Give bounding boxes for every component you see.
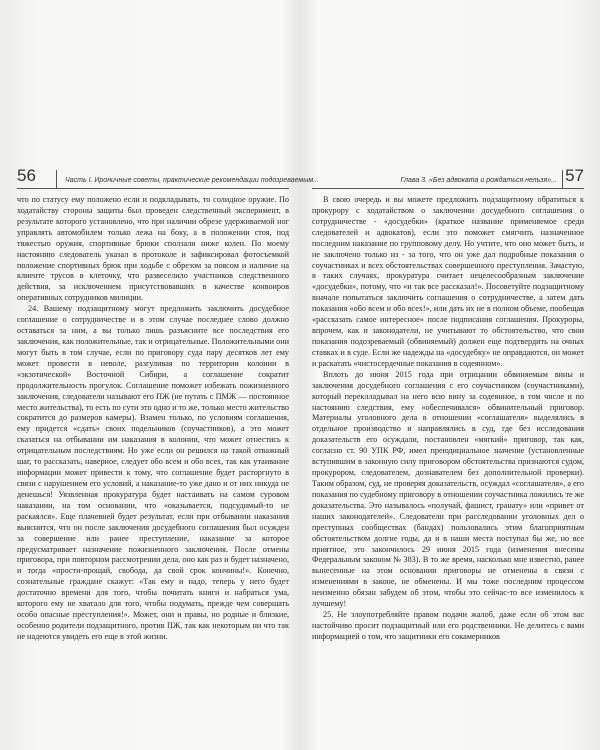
paragraph: В свою очередь и вы можете предложить подзащитному обратиться к прокурору с ходатайством о заключении досудебного соглашения о сотрудничестве - «досудебки» (краткое название применяемое среди следователей и адвокатов), если это поможет смягчить назначенное последним наказание по групповому делу. Но учтите, что оно может быть, и не заключено только из - за того, что он уже дал подробные показания о соучастниках и всех обстоятельствах совершенного преступления. Зачастую, в таких случаях, прокуратура считает нецелесообразным заключение «досудебки», потому, что «и так все рассказал!». Посоветуйте подзащитному вначале попытаться заключить соглашения о сотрудничестве, а затем дать показания «обо всем и обо всех!», или дать их не в полном объеме, пообещав «рассказать самое интересное» после подписания соглашения. Прокуроры, впрочем, как и законодатели, не учитывают то обстоятельство, что свои показания подозреваемый (обвиняемый) должен еще подтвердить на очных ставках и в суде. Если же надежды на «досудебку» не оправдаются, он может и раскатать «чистосердечные показания в содеянном». [312, 195, 584, 368]
right-page-body [312, 195, 584, 643]
page-number: 56 [17, 166, 36, 185]
header-divider [56, 170, 57, 188]
right-page [312, 162, 584, 643]
left-page [17, 162, 319, 643]
running-title: Глава 3. «Без адвоката и рождаться нельзя»... [400, 177, 557, 184]
left-page-body [17, 195, 289, 643]
paragraph: 25. Не злоупотребляйте правом подачи жалоб, даже если об этом вас настойчиво просит подзащитный или его родственники. Не делитесь с вами информацией о том, что защитники его сокамерников [312, 610, 584, 641]
right-page-header [312, 162, 584, 189]
left-page-header [17, 162, 319, 189]
paragraph: 24. Вашему подзащитному могут предложить заключить досудебное соглашение о сотрудничестве и в этом случае последнее слово должно оставаться за ним, а вы только лишь разъясните все последствия его заключения, как положительные, так и отрицательные. Положительными они могут быть в том случае, если по приговору суда пару десятков лет ему может провести в неволе, разгуливая по территории колонии в «экзотической» Восточной Сибири, а соглашение сократит продолжительность прогулок. Соглашение поможет избежать пожизненного заключения, следователи называют его ПЖ (не путать с ПМЖ — постоянное место жительства), то есть по сути это одно и то же, только место жительство сократится до размеров камеры). Взамен только, по условиям соглашения, ему придется «сдать» своих подельников (соучастников), а это может сказаться на отбывании им наказания в колонии, что может отнестись к отрицательным последствиям. Но уже если он решился на такой отважный шаг, то рассказать, наверное, следует обо всем и обо всех, так как утаивание информации может привести к тому, что соглашение будет расторгнуто в связи с нарушением его условий, а наказание-то уже дано и от них никуда не денешься! Уязвленная прокуратура будет настаивать на самом суровом наказании, на том основании, что «оказывается, подсудимый-то не раскаялся». Еще плачевней будет результат, если при отбывании наказания выяснится, что он после заключения досудебного соглашения был осужден за совершение или ранее преступление, наказание за которое предусматривает назначение пожизненного заключения. После отмены приговора, при повторном рассмотрении дела, оно как раз и будет назначено, и тогда «прости-прощай, свобода, да свой срок кончины!». Конечно, сознательные граждане скажут: «Так ему и надо, теперь у него будет достаточно времени для того, чтобы почитать книги и набраться ума, которого ему не хватало для того, чтобы подумать, прежде чем совершать особо опасные преступления!». Может, они и правы, но родные и близкие, особенно родители подзащитного, против ПЖ, так как некоторым ни что так не надеются увидеть его еще в этой жизни. [17, 304, 289, 641]
paragraph: что по статусу ему положено если и подкладывать, то солидное оружие. По ходатайству стороны защиты был проведен следственный эксперимент, в результате которого установлено, что при наличии обрезе удерживаемой ног управлять автомобилем только лежа на боку, а в положении стоя, под тяжестью оружия, спортивные брюки сползали ниже колен. По моему настоянию следователь указал в протоколе и зафиксировал фотосъемкой положение спортивных брюк при ходьбе с обрезом за поясом и наличие на клиенте трусов в клеточку, что развеселило участников следственного действия, за исключением присутствовавших в качестве конвоиров оперативных сотрудников милиции. [17, 195, 289, 303]
paragraph: Вплоть до июня 2015 года при отрицании обвиняемым вины и заключения досудебного соглашения с его соучастником (соучастниками), который переклладывал на него всю вину за содеянное, в том числе и по настоянию следствия, ему «обеспечивался» обвинительный приговор. Материалы уголовного дела в отношении «соглашателя» выделялись в отдельное производство и направлялись в суд, где без исследования доказательств его осуждали, постановлен «мягкий» приговор, так как, согласно ст. 90 УПК РФ, имел преюдициальное значение (установленные вступившим в законную силу приговором обстоятельства признаются судом, прокурором, следователем, дознавателем без дополнительной проверки). Таким образом, суд, не проверяя доказательств, осуждал «соглашателя», а его показания по судебному приговору в отношении соучастника ложились те же доказательства. Это называлось «получай, фашист, гранату» или «привет от наших законодателей». Следователи при расследовании уголовных дел о преступных сообществах (бандах) пользовались этим благоприятным обстоятельством долгие годы, да и в наши места поступал бы же, но все приятное, это закончилось 29 июня 2015 года (изменения внесены Федеральным законом № 383). В то же время, насколько мне известно, ранее вынесенные на этом основании приговоры не отменены в связи с изменениями в законе, не обменены. И мы тоже последним процессом неизменно обязан забудем об этом, чтобы это сейчас-то все изменилось к лучшему! [312, 369, 584, 609]
running-title: Часть I. Ироничные советы, практические рекомендации подозреваемым... [65, 177, 319, 184]
header-divider [562, 170, 563, 188]
page-number: 57 [565, 166, 584, 185]
